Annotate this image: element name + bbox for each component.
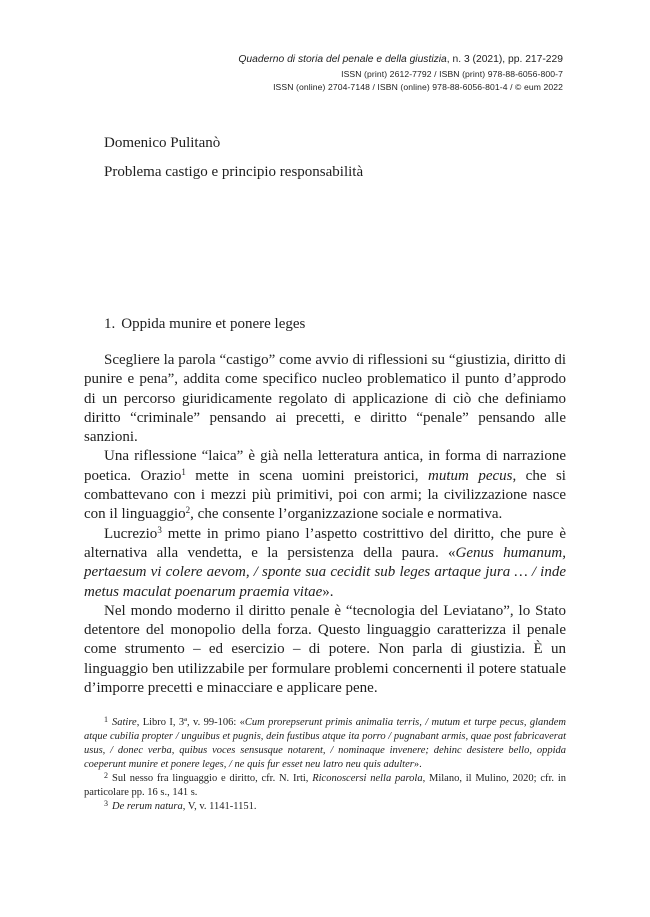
p3-quote: Genus humanum, pertaesum vi colere aevom, / sponte sua cecidit sub leges artaque jura … / inde metus maculat poenarum praemia vitae (84, 544, 566, 600)
body-text (84, 351, 566, 698)
footnote-ref-1[interactable]: 1 (181, 466, 186, 477)
article-title: Problema castigo e principio responsabilità (104, 164, 364, 180)
p2-text-d: , che consente l’organizzazione sociale e normativa. (190, 506, 503, 523)
p2-text-a: Una riflessione “laica” è già nella letteratura antica, in forma di narrazione poetica. Orazio (84, 448, 566, 484)
fn2-text-b: , Milano, il Mulino, 2020; cfr. in particolare pp. 16 s., 141 s. (84, 773, 567, 798)
footnote-1 (84, 716, 566, 772)
author-name: Domenico Pulitanò (104, 135, 221, 151)
paragraph-1: Scegliere la parola “castigo” come avvio di riflessioni su “giustizia, diritto di punire e pena”, addita come specifico nucleo problematico il punto d’approdo di un percorso giuridicamente regolato di applicazione di ciò che definiamo diritto “criminale” pensando ai precetti, e diritto “penale” pensando alle sanzioni. (84, 352, 566, 446)
fn2-text-a: Sul nesso fra linguaggio e diritto, cfr. N. Irti, (112, 773, 313, 784)
p2-italic: mutum pecus (428, 467, 513, 484)
footnote-ref-2[interactable]: 2 (185, 505, 191, 516)
paragraph-3 (84, 525, 566, 602)
fn1-text-a: , Libro I, 3ª, v. 99-106: « (136, 717, 245, 728)
footnotes (84, 716, 566, 814)
section-number: 1. (104, 316, 116, 332)
fn2-italic: Riconoscersi nella parola (312, 773, 423, 784)
journal-citation (238, 52, 563, 68)
fn1-italic-a: Satire (112, 717, 137, 728)
running-header (238, 52, 563, 94)
p3-text-c: ». (322, 583, 334, 600)
footnote-2 (84, 772, 566, 800)
fn3-text-a: , V, v. 1141-1151. (182, 801, 257, 812)
footnote-3 (84, 800, 566, 814)
p2-text-c: , che si combattevano con i mezzi più primitivi, poi con armi; la civilizzazione nasce con il linguaggio (84, 467, 566, 523)
journal-issue: , n. 3 (2021), pp. 217-229 (446, 54, 563, 65)
footnote-2-number: 2 (104, 771, 108, 780)
section-heading (104, 316, 305, 333)
p2-text-b: mette in scena uomini preistorici, (185, 467, 429, 484)
paragraph-2 (84, 447, 566, 524)
fn3-italic: De rerum natura (112, 801, 183, 812)
footnote-3-number: 3 (104, 799, 108, 808)
issn-print: ISSN (print) 2612-7792 / ISBN (print) 978-88-6056-800-7 (341, 69, 563, 79)
p3-text-a: Lucrezio (104, 525, 158, 542)
footnote-ref-3[interactable]: 3 (157, 524, 162, 535)
issn-online: ISSN (online) 2704-7148 / ISBN (online) 978-88-6056-801-4 / © eum 2022 (273, 82, 563, 92)
paragraph-4: Nel mondo moderno il diritto penale è “tecnologia del Leviatano”, lo Stato detentore del monopolio della forza. Questo linguaggio caratterizza il penale come strumento – ed esercizio – di potere. Non parla di giustizia. È un linguaggio ben utilizzabile per formulare problemi concernenti il potere statuale d’imporre precetti e minacciare e applicare pene. (84, 602, 566, 697)
fn1-text-b: ». (413, 759, 422, 770)
fn1-italic-b: Cum prorepserunt primis animalia terris, / mutum et turpe pecus, glandem atque cubilia propter / unguibus et pugnis, dein fustibus atque ita porro / pugnabant armis, quae post fabricaverat usus, / donec verba, quibus voces sensusque notarent, / nominaque invenere; dehinc desistere bello, oppida coeperunt munire et ponere leges, / ne quis fur esset neu latro neu quis adulter (84, 717, 566, 770)
p3-text-b: mette in primo piano l’aspetto costrittivo del diritto, che pure è alternativa alla vendetta, e la persistenza della paura. « (84, 525, 566, 561)
footnote-1-number: 1 (104, 715, 108, 724)
section-title: Oppida munire et ponere leges (121, 316, 306, 332)
journal-title: Quaderno di storia del penale e della giustizia (238, 54, 447, 65)
